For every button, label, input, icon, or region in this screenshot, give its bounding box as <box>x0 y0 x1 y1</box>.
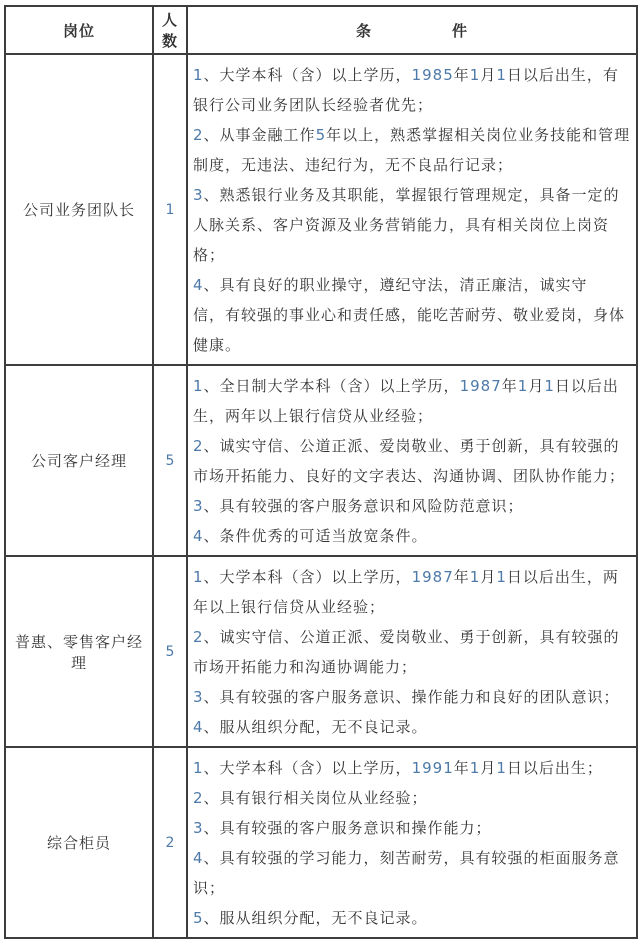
condition-item: 5、服从组织分配，无不良记录。 <box>193 909 428 927</box>
condition-item: 2、诚实守信、公道正派、爱岗敬业、勇于创新，具有较强的市场开拓能力和沟通协调能力； <box>193 628 620 676</box>
header-row <box>5 6 637 54</box>
condition-item: 2、从事金融工作5年以上，熟悉掌握相关岗位业务技能和管理制度，无违法、违纪行为，无不良品行记录； <box>193 126 631 174</box>
position-cell: 公司客户经理 <box>5 365 153 556</box>
position-cell: 综合柜员 <box>5 747 153 938</box>
headcount-cell: 1 <box>153 54 187 365</box>
condition-item: 2、诚实守信、公道正派、爱岗敬业、勇于创新，具有较强的市场开拓能力、良好的文字表达、沟通协调、团队协作能力； <box>193 437 626 485</box>
conditions-cell <box>187 747 637 938</box>
table-row <box>5 747 637 938</box>
condition-item: 3、具有较强的客户服务意识、操作能力和良好的团队意识； <box>193 688 620 706</box>
recruitment-table <box>4 5 638 939</box>
condition-item: 1、大学本科（含）以上学历，1987年1月1日以后出生，两年以上银行信贷从业经验； <box>193 568 619 616</box>
header-conditions: 条 件 <box>187 6 637 54</box>
condition-item: 2、具有银行相关岗位从业经验； <box>193 789 428 807</box>
position-cell: 普惠、零售客户经理 <box>5 556 153 747</box>
condition-item: 4、具有良好的职业操守，遵纪守法，清正廉洁，诚实守 <box>193 276 588 294</box>
table-row <box>5 54 637 365</box>
condition-item: 3、具有较强的客户服务意识和操作能力； <box>193 819 492 837</box>
table-body <box>5 54 637 938</box>
header-count: 人数 <box>153 6 187 54</box>
condition-item: 3、熟悉银行业务及其职能，掌握银行管理规定，具备一定的人脉关系、客户资源及业务营销能力，具有相关岗位上岗资格； <box>193 186 620 264</box>
conditions-cell <box>187 556 637 747</box>
headcount-cell: 2 <box>153 747 187 938</box>
headcount-cell: 5 <box>153 365 187 556</box>
headcount-cell: 5 <box>153 556 187 747</box>
condition-item: 1、大学本科（含）以上学历，1991年1月1日以后出生； <box>193 759 603 777</box>
condition-item: 4、具有较强的学习能力，刻苦耐劳，具有较强的柜面服务意识； <box>193 849 620 897</box>
position-cell: 公司业务团队长 <box>5 54 153 365</box>
condition-item: 4、条件优秀的可适当放宽条件。 <box>193 527 428 545</box>
condition-item: 1、全日制大学本科（含）以上学历，1987年1月1日以后出生，两年以上银行信贷从业经验； <box>193 377 619 425</box>
header-position: 岗位 <box>5 6 153 54</box>
condition-item: 3、具有较强的客户服务意识和风险防范意识； <box>193 497 524 515</box>
condition-item: 信，有较强的事业心和责任感，能吃苦耐劳、敬业爱岗，身体健康。 <box>193 306 626 354</box>
table-row <box>5 365 637 556</box>
conditions-cell <box>187 365 637 556</box>
condition-item: 4、服从组织分配，无不良记录。 <box>193 718 428 736</box>
conditions-cell <box>187 54 637 365</box>
condition-item: 1、大学本科（含）以上学历，1985年1月1日以后出生，有银行公司业务团队长经验者优先； <box>193 66 619 114</box>
table-row <box>5 556 637 747</box>
